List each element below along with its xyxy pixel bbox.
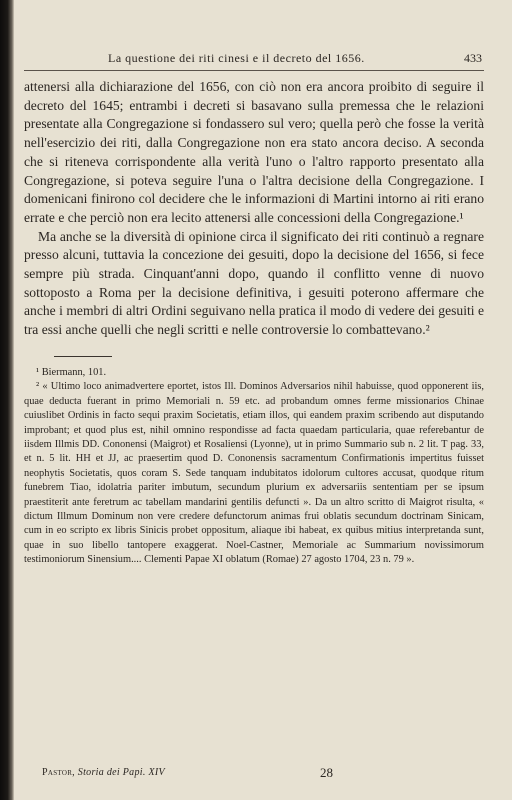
- paragraph: attenersi alla dichiarazione del 1656, con ciò non era ancora proibito di seguire il decreto del 1645; entrambi i decreti si basavano sulla premessa che le relazioni presentate alla Congregazione si fondassero sul vero; quella però che fosse la verità nell'esercizio dei riti, dalla Congregazione non era stato ancora deciso. A seconda che si riteneva corrispondente alla verità l'uno o l'altro rapporto presentato alla Congregazione, si poteva seguire l'una o l'altra decisione della Congregazione. I domenicani finirono col decidere che le informazioni di Martini intorno ai riti erano errate e che perciò non era lecito attenersi alle concessioni della Congregazione.¹: [24, 79, 484, 225]
- book-spine-shadow: [0, 0, 14, 800]
- book-page: [24, 0, 494, 800]
- page-footer: [42, 767, 482, 783]
- signature-mark: 28: [320, 765, 333, 780]
- footnote-2: ² « Ultimo loco animadvertere eportet, istos Ill. Dominos Adversarios nihil habuisse, quod opponerent iis, quae deducta fuerant in primo Memoriali n. 59 etc. ad probandum omnes ferme missionarios Chinae cuiuslibet Ordinis in facto sequi praxim Societatis, etiam illos, qui eandem praxim scribendo aut disputando improbant; et quod plus est, nihil omnino respondisse ad facta quaedam particularia, quae referebantur de iisdem Illmis DD. Cononensi (Maigrot) et Rosaliensi (Lyonne), ut in primo Summario sub n. 2 lit. T pag. 33, et n. 5 lit. HH et JJ, ac praesertim quod D. Cononensis sacramentum Confirmationis impertitus fuisset neophytis Societatis, quos coram S. Sede tanquam indubitatos idolorum cultores accusat, quodque ritum funebrem Tiao, idolatria pariter imbutum, secundum plurium ex adversariis sententiam per se ipsum praestiterit ante feretrum ac tabellam mandarini gentilis defuncti ». Da un altro scritto di Maigrot risulta, « dictum Illmum Dominum non vere credere defunctorum animas frui oblatis secundum doctrinam Sinicam, cum in eo scripto ex libris Sinicis probet oppositum, aliaque ibi habeat, ex quibus mitius interpretanda sunt, quae in suo libello tantopere exaggerat. Noel-Castner, Memoriale ac Summarium novissimorum testimoniorum Sinensium.... Clementi Papae XI oblatum (Romae) 27 agosto 1704, 23 n. 79 ».: [24, 381, 484, 566]
- footer-title: Storia dei Papi. XIV: [77, 767, 165, 778]
- paragraph: Ma anche se la diversità di opinione circa il significato dei riti continuò a regnare presso alcuni, tuttavia la concezione dei gesuiti, dopo la decisione del 1656, si fece sempre più strada. Cinquant'anni dopo, quando il conflitto venne di nuovo sottoposto a Roma per la decisione definitiva, i gesuiti poterono affermare che anche i membri di altri Ordini seguivano nella pratica il modo di vedere dei gesuiti e tra essi anche quelli che negli scritti e nelle controversie lo combattevano.²: [24, 228, 484, 338]
- footer-citation: [42, 767, 165, 778]
- footnote-1: ¹ Biermann, 101.: [36, 367, 107, 378]
- running-header: [24, 48, 484, 71]
- footnotes: [24, 366, 484, 568]
- page-number: 433: [464, 51, 482, 65]
- running-head-title: La questione dei riti cinesi e il decreto del 1656.: [108, 51, 365, 65]
- footer-author: Pastor,: [42, 767, 75, 778]
- footnote-separator: [54, 356, 112, 357]
- main-text: [24, 78, 484, 340]
